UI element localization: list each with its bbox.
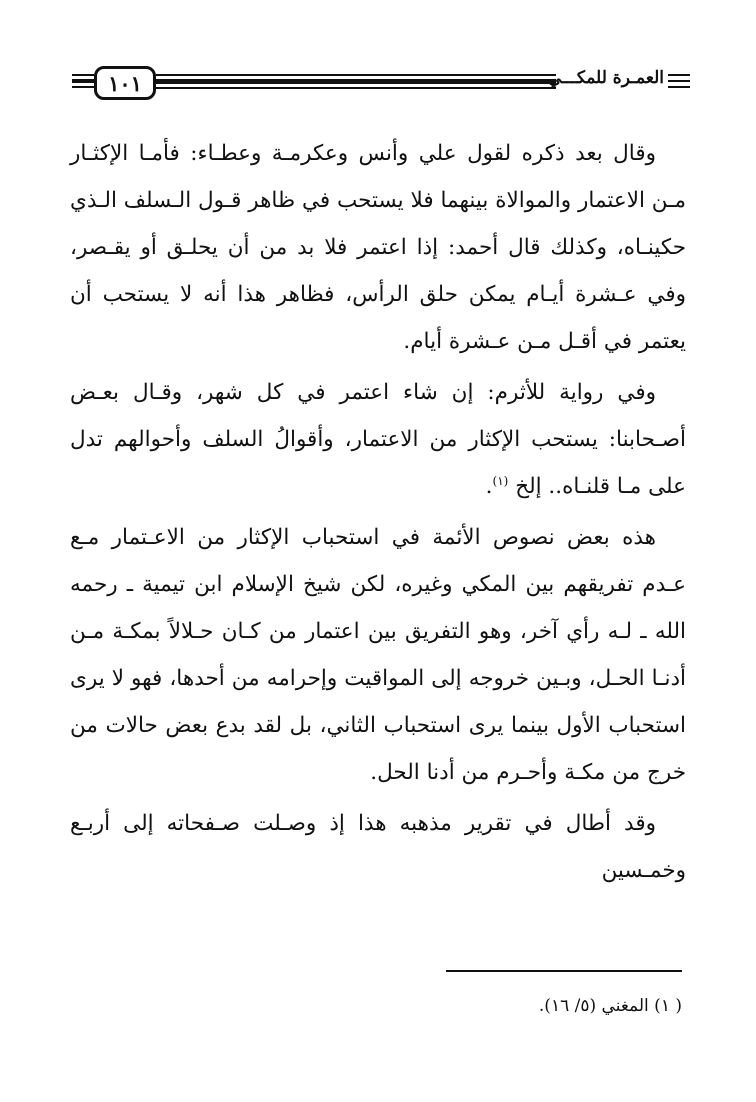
main-text [70,130,686,894]
footnote-reference-end: . [485,474,493,499]
footnote-reference: (١) [492,473,509,488]
paragraph: وقال بعد ذكره لقول علي وأنس وعكرمـة وعطـاء: فأمـا الإكثـار مـن الاعتمار والموالاة بينهما فلا يستحب في ظاهر قـول الـسلف الـذي حكينـاه، وكذلك قال أحمد: إذا اعتمر فلا بد من أن يحلـق أو يقـصر، وفي عـشرة أيـام يمكن حلق الرأس، فظاهر هذا أنه لا يستحب أن يعتمر في أقـل مـن عـشرة أيام. [70,141,686,354]
page-number: ١٠١ [94,66,156,100]
header-rule-middle [156,74,556,94]
paragraph [70,369,686,510]
footnote-separator [446,970,682,972]
page-header [72,62,684,112]
paragraph: هذه بعض نصوص الأئمة في استحباب الإكثار من الاعـتمار مـع عـدم تفريقهم بين المكي وغيره، لكن شيخ الإسلام ابن تيمية ـ رحمه الله ـ لـه رأي آخر، وهو التفريق بين اعتمار من كـان حـلالاً بمكـة مـن أدنـا الحـل، وبـين خروجه إلى المواقيت وإحرامه من أحدها، فهو لا يرى استحباب الأول بينما يرى استحباب الثاني، بل لقد بدع بعض حالات من خرج من مكـة وأحـرم من أدنا الحل. [70,525,686,785]
footnote: ( ١) المغني (٥/ ١٦). [538,996,682,1016]
header-rule-left [72,74,94,94]
running-title: العمـرة للمكـــي [547,68,664,88]
paragraph: وقد أطال في تقرير مذهبه هذا إذ وصـلت صـفحاته إلى أربـع وخمـسين [70,811,686,883]
paragraph-text: وفي رواية للأثرم: إن شاء اعتمر في كل شهر، وقـال بعـض أصـحابنا: يستحب الإكثار من الاعتمار، وأقوالُ السلف وأحوالهم تدل على مـا قلنـاه.. إلخ [70,380,686,499]
header-rule-right [668,74,690,94]
